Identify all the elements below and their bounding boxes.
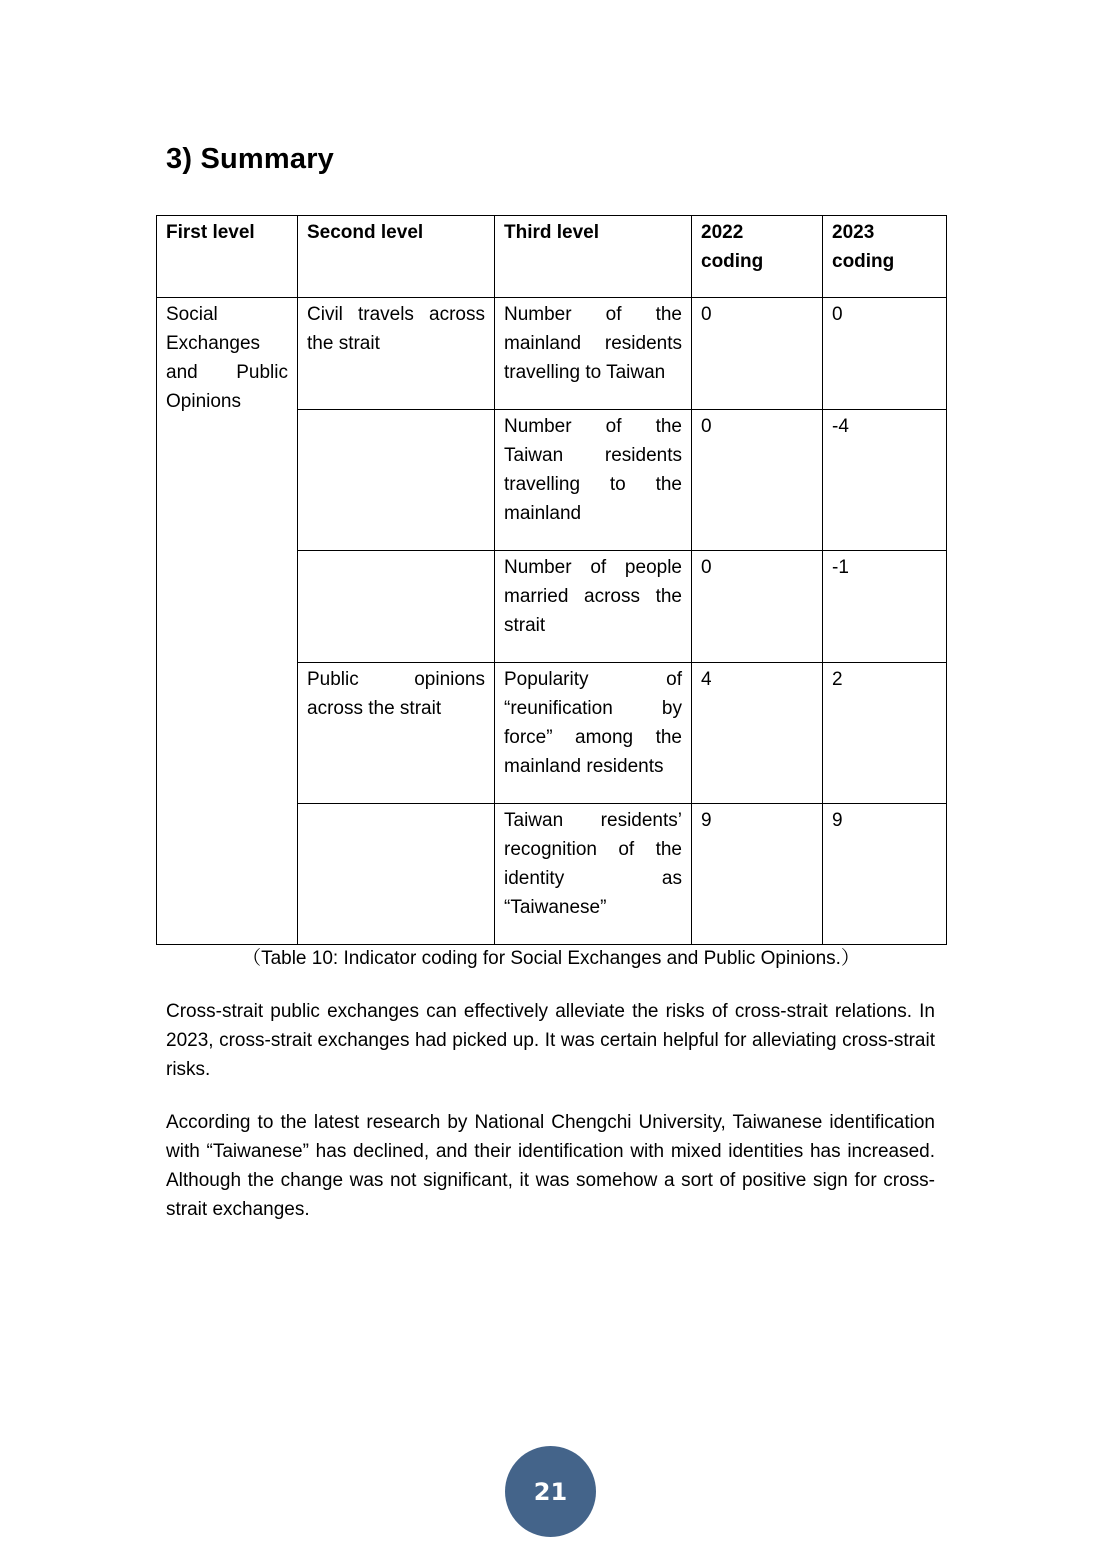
second-level-cell bbox=[298, 804, 495, 945]
coding-2023-cell: -4 bbox=[823, 410, 947, 551]
coding-2023-cell: 0 bbox=[823, 298, 947, 410]
coding-2023-cell: 2 bbox=[823, 663, 947, 804]
body-paragraph: According to the latest research by National Chengchi University, Taiwanese identification with “Taiwanese” has declined, and their identification with mixed identities has increased. Although the change was not significant, it was somehow a sort of positive sign for cross-strait exchanges. bbox=[166, 1112, 935, 1220]
table-caption: （Table 10: Indicator coding for Social Exchanges and Public Opinions.） bbox=[242, 948, 860, 969]
coding-2022-cell: 9 bbox=[692, 804, 823, 945]
third-level-cell: Number of people married across the strait bbox=[495, 551, 692, 663]
header-2022-coding: 2022 coding bbox=[692, 216, 823, 298]
third-level-cell: Number of the mainland residents travelling to Taiwan bbox=[495, 298, 692, 410]
first-level-cell: Social Exchanges and Public Opinions bbox=[157, 298, 298, 945]
header-first-level: First level bbox=[157, 216, 298, 298]
section-heading: 3) Summary bbox=[166, 143, 335, 175]
coding-2022-cell: 4 bbox=[692, 663, 823, 804]
third-level-cell: Taiwan residents’ recognition of the identity as “Taiwanese” bbox=[495, 804, 692, 945]
coding-2023-cell: -1 bbox=[823, 551, 947, 663]
header-2023-coding: 2023 coding bbox=[823, 216, 947, 298]
page-number: 21 bbox=[533, 1477, 568, 1506]
indicator-coding-table bbox=[156, 215, 947, 945]
header-second-level: Second level bbox=[298, 216, 495, 298]
coding-2022-cell: 0 bbox=[692, 298, 823, 410]
coding-2022-cell: 0 bbox=[692, 551, 823, 663]
table-row bbox=[157, 298, 947, 410]
coding-2023-cell: 9 bbox=[823, 804, 947, 945]
coding-2022-cell: 0 bbox=[692, 410, 823, 551]
second-level-cell bbox=[298, 410, 495, 551]
body-paragraph: Cross-strait public exchanges can effectively alleviate the risks of cross-strait relations. In 2023, cross-strait exchanges had picked up. It was certain helpful for alleviating cross-strait risks. bbox=[166, 1001, 935, 1080]
page-number-badge bbox=[505, 1446, 596, 1537]
third-level-cell: Popularity of “reunification by force” among the mainland residents bbox=[495, 663, 692, 804]
second-level-cell: Civil travels across the strait bbox=[298, 298, 495, 410]
header-third-level: Third level bbox=[495, 216, 692, 298]
second-level-cell bbox=[298, 551, 495, 663]
second-level-cell: Public opinions across the strait bbox=[298, 663, 495, 804]
table-header-row bbox=[157, 216, 947, 298]
third-level-cell: Number of the Taiwan residents travelling to the mainland bbox=[495, 410, 692, 551]
